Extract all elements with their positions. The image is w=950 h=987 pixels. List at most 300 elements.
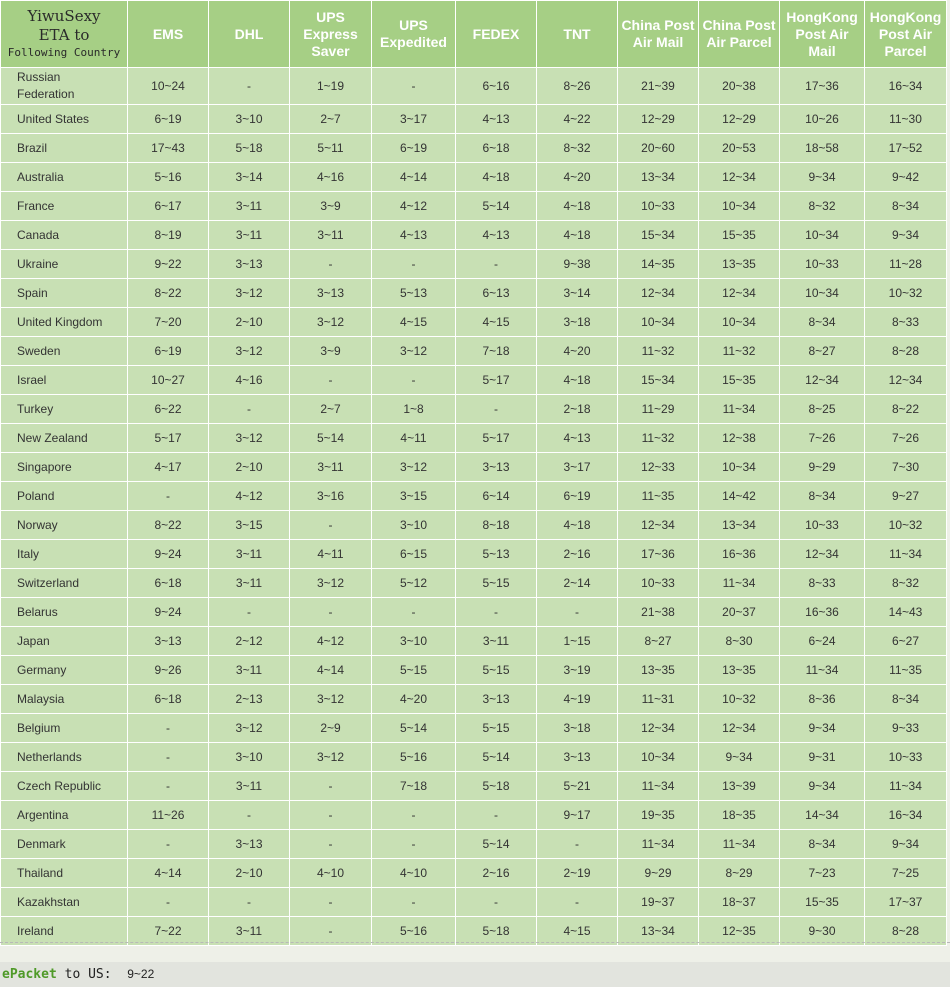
column-header	[618, 1, 699, 68]
country-name: Argentina	[17, 807, 69, 822]
eta-cell: 3~12	[290, 743, 372, 772]
eta-cell: 15~35	[699, 221, 780, 250]
country-name: Brazil	[17, 140, 48, 155]
eta-cell: 18~35	[699, 801, 780, 830]
column-header-line: Mail	[808, 42, 836, 59]
country-cell	[1, 366, 128, 395]
eta-cell: 6~18	[128, 569, 209, 598]
eta-cell: 10~34	[699, 192, 780, 221]
eta-cell: 8~22	[128, 511, 209, 540]
eta-cell: 15~35	[699, 366, 780, 395]
eta-cell: 2~16	[537, 540, 618, 569]
eta-cell: 4~17	[128, 453, 209, 482]
table-row	[1, 279, 947, 308]
column-header-line: Expedited	[380, 34, 447, 50]
eta-cell: 5~14	[456, 192, 537, 221]
eta-cell: 9~34	[780, 714, 865, 743]
column-header	[865, 1, 947, 68]
eta-cell: 4~11	[372, 424, 456, 453]
table-row	[1, 598, 947, 627]
country-cell	[1, 656, 128, 685]
eta-cell: 15~34	[618, 366, 699, 395]
eta-cell: 11~34	[699, 830, 780, 859]
eta-cell: 3~11	[290, 453, 372, 482]
eta-cell: 4~10	[372, 859, 456, 888]
country-cell	[1, 453, 128, 482]
eta-cell: 5~11	[290, 134, 372, 163]
eta-cell: 3~10	[372, 627, 456, 656]
footer-divider	[0, 942, 950, 943]
table-row	[1, 801, 947, 830]
eta-cell: -	[537, 830, 618, 859]
eta-cell: 11~26	[128, 801, 209, 830]
eta-cell: 8~34	[865, 192, 947, 221]
country-cell	[1, 68, 128, 105]
eta-cell: 8~33	[780, 569, 865, 598]
eta-cell: 3~11	[209, 540, 290, 569]
eta-cell: 19~35	[618, 801, 699, 830]
eta-cell: 8~36	[780, 685, 865, 714]
epacket-text: to US:	[56, 967, 112, 982]
eta-cell: 8~34	[865, 685, 947, 714]
eta-cell: 10~34	[618, 308, 699, 337]
column-header-line: Saver	[311, 42, 350, 59]
eta-cell: 11~34	[699, 395, 780, 424]
column-header-line: Express	[303, 25, 358, 42]
country-name: Poland	[17, 488, 55, 503]
eta-cell: 8~34	[780, 308, 865, 337]
eta-cell: 3~12	[290, 308, 372, 337]
eta-cell: 4~15	[456, 308, 537, 337]
eta-cell: 4~12	[209, 482, 290, 511]
country-cell	[1, 540, 128, 569]
country-cell	[1, 395, 128, 424]
eta-cell: 5~18	[456, 772, 537, 801]
eta-cell: 3~13	[537, 743, 618, 772]
eta-cell: 3~11	[209, 192, 290, 221]
eta-cell: 3~11	[209, 569, 290, 598]
column-header-line: Parcel	[884, 42, 927, 59]
eta-cell: 4~13	[456, 221, 537, 250]
eta-cell: -	[372, 830, 456, 859]
eta-cell: 5~14	[372, 714, 456, 743]
country-cell	[1, 801, 128, 830]
eta-cell: 3~9	[290, 337, 372, 366]
eta-cell: -	[209, 68, 290, 105]
eta-cell: 3~12	[290, 685, 372, 714]
country-name: Denmark	[17, 836, 66, 851]
table-row	[1, 192, 947, 221]
eta-cell: 8~28	[865, 917, 947, 946]
eta-cell: 8~30	[699, 627, 780, 656]
table-row	[1, 424, 947, 453]
country-name: Sweden	[17, 343, 61, 358]
eta-cell: 5~13	[456, 540, 537, 569]
eta-cell: 2~12	[209, 627, 290, 656]
country-cell	[1, 569, 128, 598]
eta-cell: 10~33	[780, 250, 865, 279]
column-header-line: DHL	[234, 25, 264, 42]
eta-cell: 4~18	[537, 192, 618, 221]
table-row	[1, 221, 947, 250]
eta-cell: 11~29	[618, 395, 699, 424]
table-row	[1, 395, 947, 424]
eta-cell: 3~14	[209, 163, 290, 192]
eta-cell: 8~32	[780, 192, 865, 221]
eta-cell: 14~35	[618, 250, 699, 279]
table-row	[1, 714, 947, 743]
eta-cell: 11~28	[865, 250, 947, 279]
eta-cell: 18~58	[780, 134, 865, 163]
eta-cell: -	[372, 250, 456, 279]
table-row	[1, 627, 947, 656]
country-name: Germany	[17, 662, 67, 677]
eta-cell: 11~32	[618, 337, 699, 366]
country-name: United States	[17, 111, 90, 126]
table-row	[1, 772, 947, 801]
table-row	[1, 163, 947, 192]
eta-cell: 12~38	[699, 424, 780, 453]
eta-cell: -	[372, 68, 456, 105]
country-name: United Kingdom	[17, 314, 103, 329]
column-header-line: Air Parcel	[706, 34, 772, 50]
eta-cell: -	[290, 917, 372, 946]
eta-cell: -	[456, 888, 537, 917]
table-row	[1, 453, 947, 482]
eta-cell: 9~34	[865, 830, 947, 859]
eta-cell: 10~33	[780, 511, 865, 540]
eta-cell: 12~33	[618, 453, 699, 482]
eta-cell: 10~32	[699, 685, 780, 714]
eta-cell: 7~26	[865, 424, 947, 453]
country-name: Malaysia	[17, 691, 65, 706]
eta-cell: 9~26	[128, 656, 209, 685]
eta-cell: 6~16	[456, 68, 537, 105]
table-row	[1, 888, 947, 917]
eta-cell: 12~34	[865, 366, 947, 395]
eta-cell: 4~15	[537, 917, 618, 946]
eta-cell: 19~37	[618, 888, 699, 917]
eta-cell: 16~36	[780, 598, 865, 627]
country-name: Belgium	[17, 720, 61, 735]
country-name: Ireland	[17, 923, 54, 938]
corner-title-line1: YiwuSexy	[27, 7, 101, 25]
eta-cell: 20~37	[699, 598, 780, 627]
country-cell	[1, 598, 128, 627]
eta-cell: 13~35	[699, 656, 780, 685]
eta-cell: -	[537, 888, 618, 917]
column-header-line: Post Air	[795, 25, 849, 42]
column-header	[456, 1, 537, 68]
eta-cell: 9~30	[780, 917, 865, 946]
table-row	[1, 250, 947, 279]
eta-cell: 3~15	[372, 482, 456, 511]
eta-cell: 3~15	[209, 511, 290, 540]
eta-cell: 11~35	[618, 482, 699, 511]
eta-cell: -	[128, 743, 209, 772]
eta-cell: -	[290, 772, 372, 801]
eta-cell: -	[290, 801, 372, 830]
eta-cell: 3~13	[290, 279, 372, 308]
table-row	[1, 685, 947, 714]
eta-cell: 4~16	[209, 366, 290, 395]
country-cell	[1, 192, 128, 221]
eta-cell: 3~13	[128, 627, 209, 656]
eta-cell: 10~32	[865, 279, 947, 308]
eta-cell: 12~34	[699, 279, 780, 308]
country-cell	[1, 743, 128, 772]
eta-cell: 4~13	[372, 221, 456, 250]
eta-cell: 4~10	[290, 859, 372, 888]
country-cell	[1, 830, 128, 859]
eta-cell: 4~18	[537, 366, 618, 395]
eta-cell: 8~34	[780, 482, 865, 511]
country-cell	[1, 772, 128, 801]
eta-cell: 3~12	[209, 337, 290, 366]
eta-cell: 5~18	[209, 134, 290, 163]
eta-cell: -	[290, 366, 372, 395]
column-header-line: China Post	[621, 17, 695, 33]
eta-cell: 4~14	[290, 656, 372, 685]
eta-cell: 9~24	[128, 540, 209, 569]
eta-cell: 3~18	[537, 308, 618, 337]
eta-cell: 9~34	[780, 772, 865, 801]
eta-cell: 5~12	[372, 569, 456, 598]
eta-cell: 8~32	[537, 134, 618, 163]
eta-cell: -	[290, 888, 372, 917]
eta-cell: 17~36	[618, 540, 699, 569]
eta-cell: 5~14	[456, 830, 537, 859]
country-name: Australia	[17, 169, 64, 184]
eta-cell: 10~24	[128, 68, 209, 105]
eta-cell: 10~33	[865, 743, 947, 772]
eta-cell: 3~17	[372, 105, 456, 134]
eta-cell: 3~10	[209, 743, 290, 772]
eta-cell: 9~17	[537, 801, 618, 830]
table-row	[1, 105, 947, 134]
eta-cell: 8~27	[618, 627, 699, 656]
eta-cell: 5~15	[456, 656, 537, 685]
header-row	[1, 1, 947, 68]
eta-cell: 3~12	[209, 714, 290, 743]
column-header	[372, 1, 456, 68]
country-cell	[1, 888, 128, 917]
eta-cell: 3~11	[290, 221, 372, 250]
country-name: New Zealand	[17, 430, 88, 445]
eta-cell: 1~19	[290, 68, 372, 105]
eta-cell: 9~42	[865, 163, 947, 192]
column-header	[537, 1, 618, 68]
eta-cell: 2~10	[209, 308, 290, 337]
eta-cell: 11~34	[780, 656, 865, 685]
eta-cell: 3~13	[209, 250, 290, 279]
table-row	[1, 134, 947, 163]
eta-cell: 10~34	[618, 743, 699, 772]
eta-cell: 8~27	[780, 337, 865, 366]
eta-cell: 15~34	[618, 221, 699, 250]
eta-cell: 2~18	[537, 395, 618, 424]
eta-cell: -	[456, 395, 537, 424]
table-header	[1, 1, 947, 68]
eta-cell: 6~24	[780, 627, 865, 656]
eta-cell: 4~22	[537, 105, 618, 134]
eta-cell: 6~19	[128, 105, 209, 134]
eta-cell: 10~33	[618, 569, 699, 598]
column-header-line: FEDEX	[472, 25, 520, 42]
column-header-line: Post Air	[878, 25, 933, 42]
country-cell	[1, 859, 128, 888]
eta-cell: 3~17	[537, 453, 618, 482]
corner-title-line3: Following Country	[7, 46, 121, 59]
country-name: Czech Republic	[17, 778, 102, 793]
table-row	[1, 540, 947, 569]
eta-cell: 4~19	[537, 685, 618, 714]
eta-cell: 6~18	[128, 685, 209, 714]
eta-cell: -	[372, 888, 456, 917]
eta-cell: 5~14	[456, 743, 537, 772]
eta-cell: 4~18	[537, 511, 618, 540]
eta-cell: 12~29	[699, 105, 780, 134]
eta-cell: 17~37	[865, 888, 947, 917]
eta-cell: -	[456, 801, 537, 830]
eta-cell: 9~24	[128, 598, 209, 627]
table-body	[1, 68, 947, 946]
eta-cell: 12~29	[618, 105, 699, 134]
eta-cell: -	[372, 801, 456, 830]
country-name: Japan	[17, 633, 50, 648]
eta-cell: 4~14	[128, 859, 209, 888]
country-name: Belarus	[17, 604, 58, 619]
eta-cell: 6~27	[865, 627, 947, 656]
eta-cell: -	[290, 511, 372, 540]
eta-cell: 4~20	[537, 337, 618, 366]
eta-cell: 11~34	[865, 772, 947, 801]
eta-cell: 8~22	[128, 279, 209, 308]
eta-cell: 2~9	[290, 714, 372, 743]
eta-cell: 5~17	[456, 424, 537, 453]
eta-cell: 12~34	[780, 366, 865, 395]
eta-cell: 5~18	[456, 917, 537, 946]
eta-cell: 9~38	[537, 250, 618, 279]
eta-cell: 6~19	[537, 482, 618, 511]
eta-cell: 10~33	[618, 192, 699, 221]
country-cell	[1, 163, 128, 192]
epacket-label: ePacket	[2, 967, 57, 982]
eta-cell: 14~34	[780, 801, 865, 830]
eta-cell: 16~36	[699, 540, 780, 569]
country-name: Canada	[17, 227, 60, 242]
eta-cell: 18~37	[699, 888, 780, 917]
eta-cell: -	[456, 250, 537, 279]
eta-cell: 13~35	[618, 656, 699, 685]
column-header-line: HongKong	[786, 8, 858, 25]
eta-cell: 2~7	[290, 105, 372, 134]
eta-cell: 5~15	[372, 656, 456, 685]
eta-cell: -	[456, 598, 537, 627]
eta-cell: 8~33	[865, 308, 947, 337]
country-cell	[1, 482, 128, 511]
eta-cell: 9~29	[618, 859, 699, 888]
eta-cell: 1~8	[372, 395, 456, 424]
table-row	[1, 569, 947, 598]
table-row	[1, 308, 947, 337]
eta-cell: 3~18	[537, 714, 618, 743]
eta-cell: 3~12	[209, 424, 290, 453]
eta-cell: 11~34	[618, 772, 699, 801]
eta-cell: -	[128, 888, 209, 917]
eta-cell: 11~34	[865, 540, 947, 569]
column-header-line: Air Mail	[632, 34, 684, 50]
eta-cell: 4~20	[372, 685, 456, 714]
eta-cell: 2~10	[209, 859, 290, 888]
eta-cell: 10~27	[128, 366, 209, 395]
eta-cell: 3~12	[372, 337, 456, 366]
eta-cell: 10~34	[780, 221, 865, 250]
eta-cell: 8~19	[128, 221, 209, 250]
eta-cell: -	[372, 598, 456, 627]
eta-cell: 1~15	[537, 627, 618, 656]
eta-cell: 10~34	[699, 453, 780, 482]
country-name: Switzerland	[17, 575, 80, 590]
country-name: Russian	[17, 70, 61, 84]
eta-cell: 8~28	[865, 337, 947, 366]
country-name: Spain	[17, 285, 48, 300]
eta-cell: 5~16	[372, 917, 456, 946]
eta-cell: 3~11	[209, 656, 290, 685]
eta-cell: -	[290, 250, 372, 279]
eta-cell: 4~13	[456, 105, 537, 134]
table-row	[1, 68, 947, 105]
column-header	[209, 1, 290, 68]
eta-cell: 9~33	[865, 714, 947, 743]
eta-cell: -	[209, 801, 290, 830]
eta-cell: 2~19	[537, 859, 618, 888]
country-cell	[1, 221, 128, 250]
eta-cell: 12~35	[699, 917, 780, 946]
eta-cell: 2~14	[537, 569, 618, 598]
eta-cell: 10~26	[780, 105, 865, 134]
eta-cell: 3~11	[209, 917, 290, 946]
eta-cell: 5~17	[128, 424, 209, 453]
column-header	[699, 1, 780, 68]
eta-cell: 4~16	[290, 163, 372, 192]
eta-cell: 3~13	[456, 685, 537, 714]
eta-cell: -	[209, 395, 290, 424]
country-cell	[1, 424, 128, 453]
country-cell	[1, 714, 128, 743]
table-row	[1, 482, 947, 511]
eta-cell: 6~18	[456, 134, 537, 163]
eta-cell: 20~53	[699, 134, 780, 163]
eta-cell: 9~27	[865, 482, 947, 511]
eta-cell: -	[209, 888, 290, 917]
eta-cell: 11~34	[699, 569, 780, 598]
column-header	[290, 1, 372, 68]
country-cell	[1, 105, 128, 134]
eta-cell: 20~60	[618, 134, 699, 163]
country-cell	[1, 627, 128, 656]
corner-title-line2: ETA to	[38, 26, 90, 44]
eta-cell: 7~26	[780, 424, 865, 453]
eta-cell: 6~17	[128, 192, 209, 221]
epacket-value: 9~22	[127, 967, 155, 981]
eta-cell: 5~15	[456, 569, 537, 598]
eta-cell: 10~32	[865, 511, 947, 540]
eta-cell: 3~9	[290, 192, 372, 221]
country-cell	[1, 308, 128, 337]
country-name: Italy	[17, 546, 40, 561]
eta-cell: -	[128, 830, 209, 859]
